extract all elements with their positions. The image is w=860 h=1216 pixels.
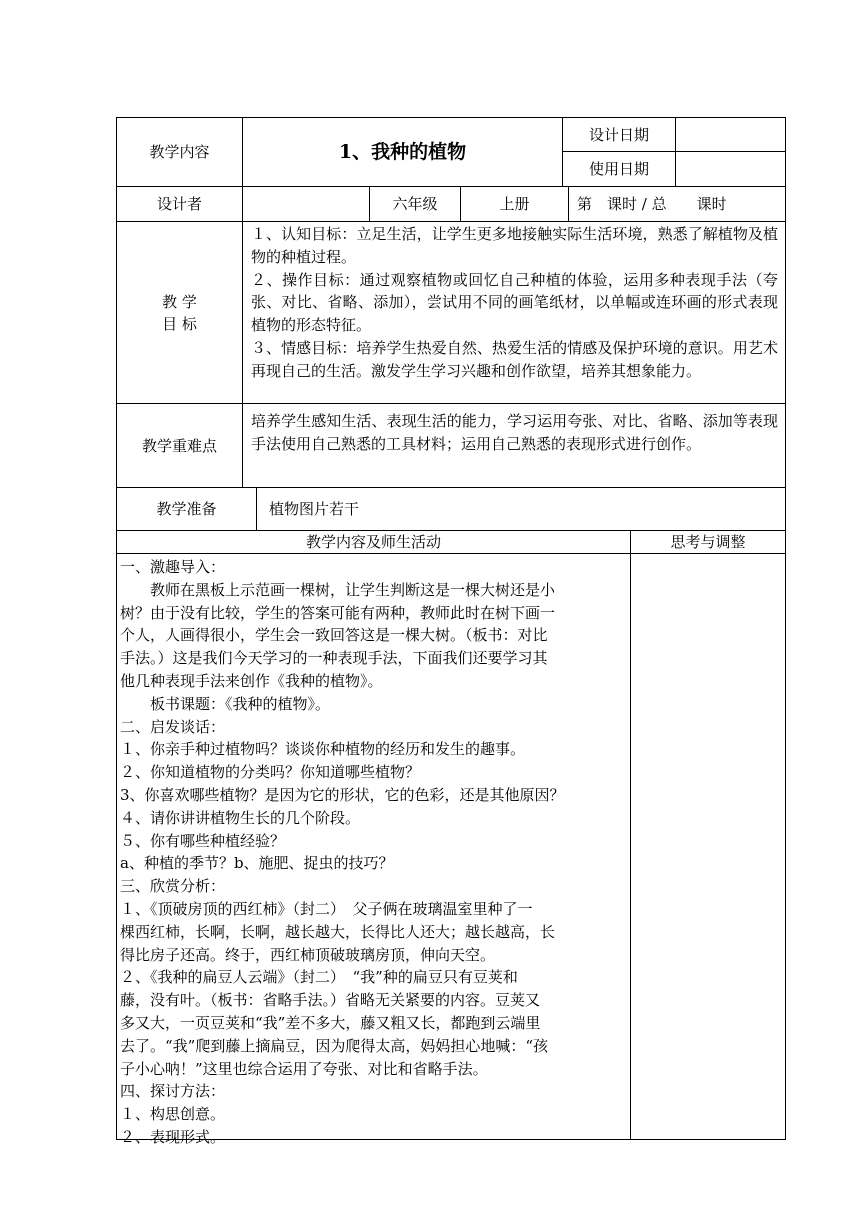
- volume: 上册: [499, 195, 530, 213]
- objective-operation: ２、操作目标：通过观察植物或回忆自己种植的体验，运用多种表现手法（夸张、对比、省略、添加），尝试用不同的画笔纸材，以单幅或连环画的形式表现植物的形态特征。: [251, 270, 778, 335]
- content-label: 教学内容: [149, 143, 210, 161]
- activities-header: 教学内容及师生活动: [305, 533, 441, 551]
- activity-line: 藤，没有叶。（板书：省略手法。）省略无关紧要的内容。豆荚又: [120, 991, 541, 1010]
- activity-line: 他几种表现手法来创作《我种的植物》。: [120, 671, 383, 690]
- grade: 六年级: [392, 195, 438, 213]
- activity-line: 个人，人画得很小，学生会一致回答这是一棵大树。（板书：对比: [120, 626, 548, 645]
- designer-label: 设计者: [156, 195, 202, 213]
- objective-emotion: ３、情感目标：培养学生热爱自然、热爱生活的情感及保护环境的意识。用艺术再现自己的生活。激发学生学习兴趣和创作欲望，培养其想象能力。: [251, 338, 778, 380]
- activity-line: １、构思创意。: [120, 1105, 226, 1124]
- reflection-notes: [631, 554, 785, 1139]
- activity-line: 二、启发谈话：: [120, 717, 226, 736]
- lesson-count: 第 课时 / 总 课时: [577, 195, 727, 213]
- activity-line: 四、探讨方法：: [120, 1082, 226, 1101]
- design-date-value: [676, 118, 785, 151]
- activity-line: 3、你喜欢哪些植物？是因为它的形状，它的色彩，还是其他原因？: [120, 785, 565, 804]
- key-points-text: [251, 410, 778, 456]
- key-points-paragraph: 培养学生感知生活、表现生活的能力，学习运用夸张、对比、省略、添加等表现手法使用自己熟悉的工具材料；运用自己熟悉的表现形式进行创作。: [251, 412, 778, 453]
- activity-line: １、《顶破房顶的西红柿》（封二） 父子俩在玻璃温室里种了一: [120, 899, 533, 918]
- objective-cognitive: １、认知目标：立足生活，让学生更多地接触实际生活环境，熟悉了解植物及植物的种植过程。: [251, 225, 778, 266]
- objectives-label-line2: 目 标: [162, 314, 197, 333]
- activity-line: 一、激趣导入：: [120, 558, 226, 576]
- activity-line: １、你亲手种过植物吗？谈谈你种植物的经历和发生的趣事。: [120, 740, 526, 759]
- activity-line: 板书课题：《我种的植物》。: [120, 694, 331, 713]
- activity-line: ４、请你讲讲植物生长的几个阶段。: [120, 808, 361, 827]
- preparation-value: 植物图片若干: [269, 500, 360, 518]
- activity-line: 去了。“我”爬到藤上摘扁豆，因为爬得太高，妈妈担心地喊：“孩: [120, 1036, 549, 1055]
- activity-line: 得比房子还高。终于，西红柿顶破玻璃房顶，伸向天空。: [120, 945, 496, 964]
- table-border-right: [785, 117, 786, 1140]
- activity-line: 多又大，一页豆荚和“我”差不多大，藤又粗又长，都跑到云端里: [120, 1013, 541, 1032]
- activity-line: 手法。）这是我们今天学习的一种表现手法，下面我们还要学习其: [120, 649, 548, 668]
- activity-line: ５、你有哪些种植经验？: [120, 831, 286, 850]
- activity-line: ２、表现形式。: [120, 1127, 226, 1146]
- use-date-value: [676, 152, 785, 186]
- preparation-label: 教学准备: [156, 500, 217, 518]
- reflection-header: 思考与调整: [670, 533, 746, 551]
- activity-line: 子小心呐！”这里也综合运用了夸张、对比和省略手法。: [120, 1059, 488, 1078]
- activity-line: 棵西红柿，长啊，长啊，越长越大，长得比人还大；越长越高，长: [120, 922, 556, 941]
- use-date-label: 使用日期: [588, 160, 649, 178]
- objectives-text: [251, 223, 778, 383]
- activity-line: ２、《我种的扁豆人云端》（封二） “我”种的扁豆只有豆荚和: [120, 968, 518, 987]
- activity-line: 教师在黑板上示范画一棵树，让学生判断这是一棵大树还是小: [120, 580, 556, 599]
- objectives-label-line1: 教 学: [162, 292, 197, 311]
- designer-value: [243, 187, 369, 221]
- activity-line: 树？由于没有比较，学生的答案可能有两种，教师此时在树下画一: [120, 603, 556, 622]
- activity-line: ２、你知道植物的分类吗？你知道哪些植物？: [120, 763, 421, 782]
- design-date-label: 设计日期: [588, 125, 649, 144]
- col-line-label-mid: [242, 221, 243, 487]
- activities-body: [120, 556, 626, 1149]
- lesson-title: 1、我种的植物: [338, 140, 467, 163]
- activity-line: 三、欣赏分析：: [120, 877, 226, 896]
- activity-line: a、种植的季节？b、施肥、捉虫的技巧？: [120, 854, 394, 873]
- key-points-label: 教学重难点: [141, 436, 217, 455]
- objectives-label: [117, 222, 242, 403]
